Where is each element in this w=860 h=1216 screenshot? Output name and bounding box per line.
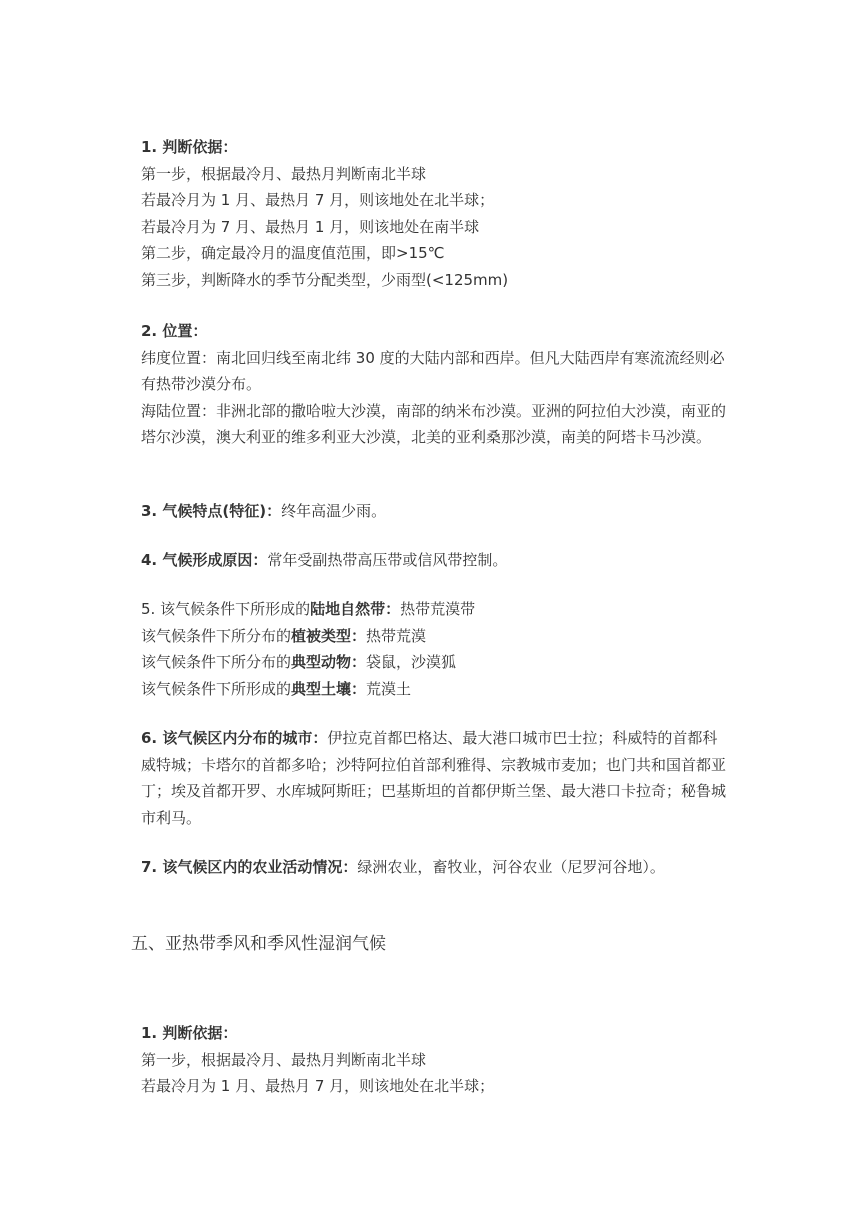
vegetation-line: 该气候条件下所分布的植被类型：热带荒漠 [141, 626, 427, 645]
text-line: 若最冷月为 1 月、最热月 7 月，则该地处在北半球； [141, 1077, 495, 1095]
text-line: 第一步，根据最冷月、最热月判断南北半球 [141, 164, 427, 183]
climate-features-label: 3. 气候特点(特征)： [141, 502, 282, 520]
climate-causes-label: 4. 气候形成原因： [141, 551, 268, 569]
judgement-basis-block [141, 134, 731, 293]
judgement-basis-block-2 [141, 1020, 731, 1100]
cities-text: 伊拉克首都巴格达、最大港口城市巴士拉；科威特的首都科威特城；卡塔尔的首都多哈；沙特阿拉伯首部利雅得、宗教城市麦加；也门共和国首都亚丁；埃及首都开罗、水库城阿斯旺；巴基斯坦的首都伊斯兰堡、最大港口卡拉奇；秘鲁城市利马。 [141, 729, 727, 827]
soil-line: 该气候条件下所形成的典型土壤：荒漠土 [141, 679, 412, 698]
judgement-basis-heading: 1. 判断依据： [141, 138, 238, 156]
text-line: 若最冷月为 7 月、最热月 1 月，则该地处在南半球 [141, 217, 480, 236]
location-heading: 2. 位置： [141, 322, 208, 340]
judgement-basis-heading: 1. 判断依据： [141, 1024, 238, 1042]
natural-zone-line: 5. 该气候条件下所形成的陆地自然带：热带荒漠带 [141, 600, 476, 618]
cities-label: 6. 该气候区内分布的城市： [141, 729, 328, 747]
text-line: 第二步，确定最冷月的温度值范围，即>15℃ [141, 244, 445, 262]
climate-causes-block [141, 547, 731, 574]
agriculture-label: 7. 该气候区内的农业活动情况： [141, 858, 358, 876]
climate-features-block [141, 498, 731, 525]
text-line: 第三步，判断降水的季节分配类型，少雨型(<125mm) [141, 270, 509, 289]
cities-block [141, 725, 731, 831]
text-line: 第一步，根据最冷月、最热月判断南北半球 [141, 1050, 427, 1069]
location-block [141, 318, 731, 451]
animals-line: 该气候条件下所分布的典型动物：袋鼠，沙漠狐 [141, 653, 457, 671]
natural-zone-block [141, 596, 731, 702]
section-title: 五、亚热带季风和季风性湿润气候 [131, 934, 386, 954]
agriculture-block [141, 854, 731, 881]
climate-features-text: 终年高温少雨。 [281, 502, 387, 520]
climate-causes-text: 常年受副热带高压带或信风带控制。 [267, 551, 508, 569]
sea-land-paragraph: 海陆位置：非洲北部的撒哈啦大沙漠，南部的纳米布沙漠。亚洲的阿拉伯大沙漠，南亚的塔尔沙漠，澳大利亚的维多利亚大沙漠，北美的亚利桑那沙漠，南美的阿塔卡马沙漠。 [141, 401, 727, 446]
agriculture-text: 绿洲农业，畜牧业，河谷农业（尼罗河谷地）。 [357, 858, 665, 876]
latitude-paragraph: 纬度位置：南北回归线至南北纬 30 度的大陆内部和西岸。但凡大陆西岸有寒流流经则必有热带沙漠分布。 [141, 348, 725, 393]
text-line: 若最冷月为 1 月、最热月 7 月，则该地处在北半球； [141, 191, 495, 209]
